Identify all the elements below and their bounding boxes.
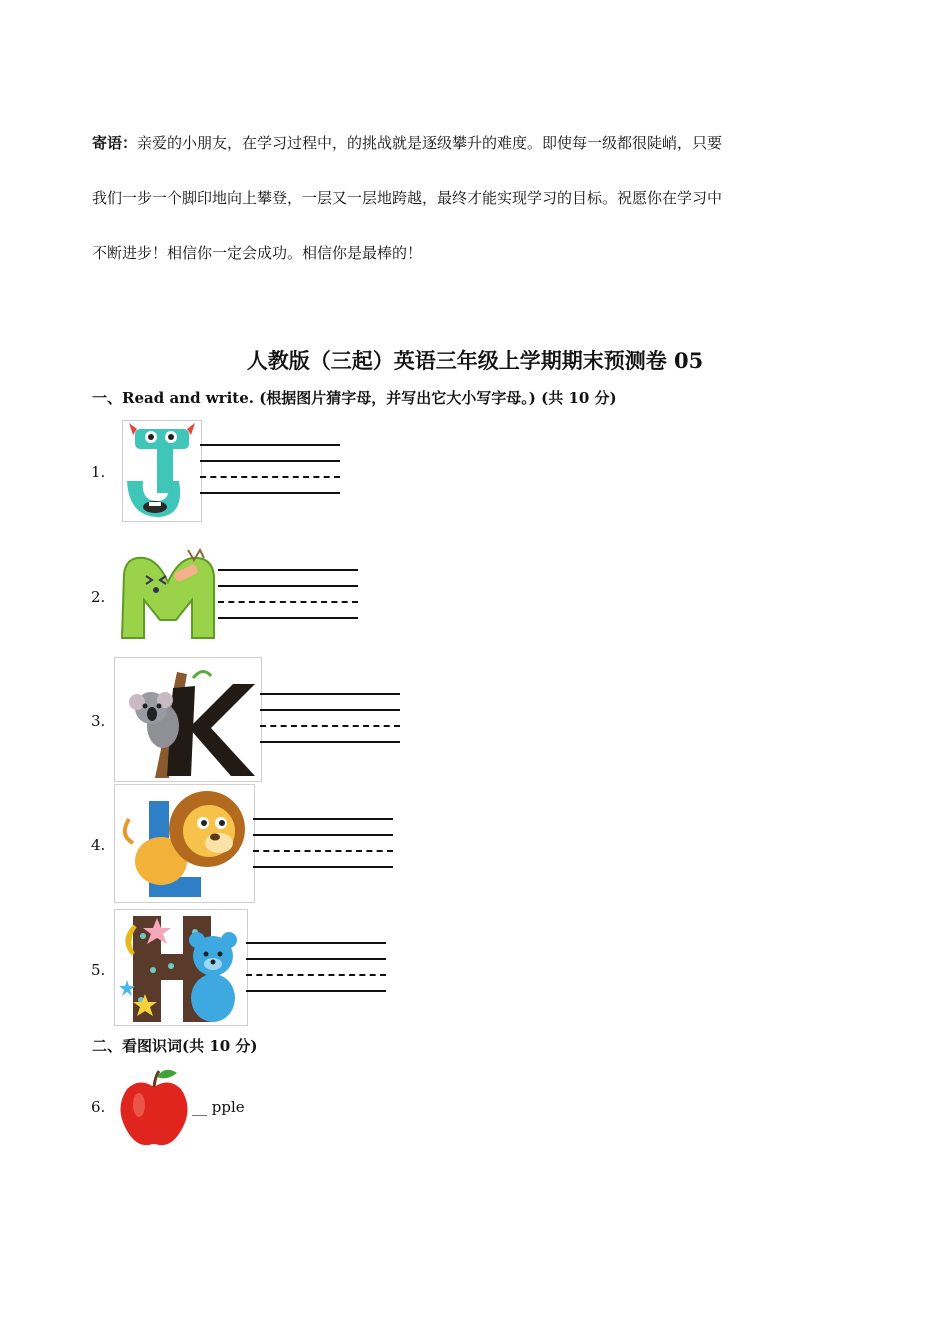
message-label: 寄语：: [92, 134, 138, 152]
letter-m-green-icon: [115, 545, 221, 645]
message-line-2: 我们一步一个脚印地向上攀登，一层又一层地跨越，最终才能实现学习的目标。祝愿你在学习中: [92, 189, 723, 207]
section2-heading: 二、看图识词(共 10 分): [92, 1037, 258, 1055]
writing-lines-2[interactable]: [218, 569, 358, 619]
writing-lines-4[interactable]: [253, 818, 393, 868]
writing-lines-1[interactable]: [200, 444, 340, 494]
question-number: 3.: [91, 712, 106, 730]
question-number: 4.: [91, 836, 106, 854]
letter-h-bear-icon: [114, 909, 248, 1026]
question-number: 2.: [91, 588, 106, 606]
letter-j-monster-icon: [122, 420, 202, 522]
message-line-1: 寄语：亲爱的小朋友，在学习过程中，的挑战就是逐级攀升的难度。即使每一级都很陡峭，只要: [92, 134, 723, 152]
writing-lines-5[interactable]: [246, 942, 386, 992]
letter-k-koala-icon: [114, 657, 262, 782]
writing-lines-3[interactable]: [260, 693, 400, 743]
page-title: 人教版（三起）英语三年级上学期期末预测卷 05: [246, 348, 704, 373]
section1-heading: 一、Read and write. (根据图片猜字母，并写出它大小写字母。) (共 10 分): [92, 389, 617, 407]
letter-l-lion-icon: [114, 784, 255, 903]
question-number: 5.: [91, 961, 106, 979]
apple-icon: [116, 1066, 192, 1150]
fill-in-word[interactable]: __ pple: [192, 1098, 245, 1116]
question-number: 1.: [91, 463, 106, 481]
message-line-3: 不断进步！相信你一定会成功。相信你是最棒的！: [92, 244, 423, 262]
question-number: 6.: [91, 1098, 106, 1116]
